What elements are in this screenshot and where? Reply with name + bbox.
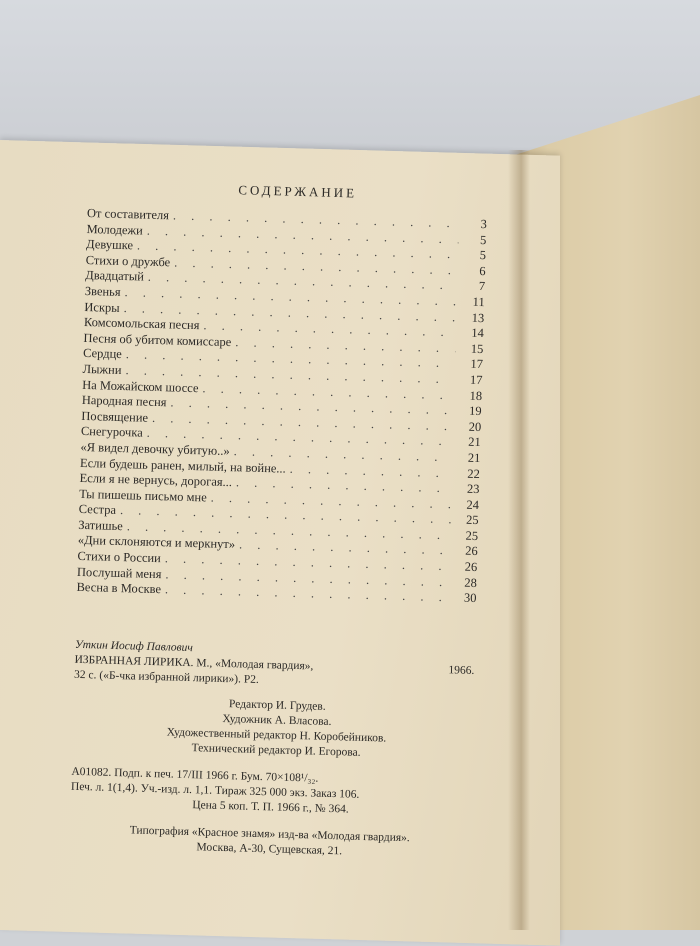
biblio-line-2: 32 с. («Б-чка избранной лирики»). Р2. (73, 668, 260, 686)
toc-entry-page: 5 (479, 248, 487, 263)
toc-entry-title: «Я видел девочку убитую..» (80, 439, 230, 458)
toc-entry-page: 17 (470, 357, 484, 372)
toc-entry-title: Искры (84, 299, 120, 315)
toc-entry-page: 17 (469, 372, 483, 388)
toc-entry-title: Молодежи (86, 221, 144, 238)
page-content (69, 178, 488, 863)
toc-entry-title: Сердце (82, 346, 123, 362)
toc-entry-page: 26 (464, 559, 478, 575)
toc-entry-title: Звенья (84, 283, 121, 299)
toc-entry-title: Ты пишешь письмо мне (78, 486, 207, 505)
toc-entry-page: 11 (472, 294, 485, 310)
print-line-3: Цена 5 коп. Т. П. 1966 г., № 364. (192, 799, 349, 816)
typography-line-2: Москва, А-30, Сущевская, 21. (196, 841, 343, 858)
toc-title: СОДЕРЖАНИЕ (238, 182, 358, 201)
print-line-1: А01082. Подп. к печ. 17/III 1966 г. Бум. 70×108¹/₃₂. (71, 765, 319, 785)
toc-entry-page: 14 (471, 325, 485, 341)
toc-entry-page: 28 (464, 575, 478, 590)
toc-entry-title: Песня об убитом комиссаре (83, 330, 232, 349)
book-gutter (508, 150, 530, 930)
toc-entry-title: Двадцатый (85, 268, 145, 284)
toc-entry-page: 30 (463, 590, 477, 606)
print-line-2: Печ. л. 1(1,4). Уч.-изд. л. 1,1. Тираж 325 000 экз. Заказ 106. (70, 780, 360, 801)
art-editor-line: Художественный редактор Н. Коробейников. (166, 726, 387, 745)
toc-entry-page: 3 (480, 216, 488, 232)
toc-list (76, 206, 487, 607)
toc-entry-title: Народная песня (81, 393, 167, 410)
toc-entry-page: 22 (467, 466, 481, 481)
toc-entry-title: Снегурочка (80, 424, 143, 440)
toc-entry-page: 26 (465, 544, 478, 559)
toc-entry-title: Стихи о России (77, 548, 162, 566)
toc-entry-title: На Можайском шоссе (82, 377, 199, 395)
toc-entry-page: 6 (479, 263, 486, 278)
toc-entry-page: 7 (478, 279, 486, 294)
toc-entry-title: Если будешь ранен, милый, на войне... (79, 455, 286, 476)
toc-entry-page: 5 (479, 232, 487, 247)
toc-entry-title: Комсомольская песня (83, 315, 200, 333)
toc-entry-title: Затишье (78, 517, 124, 533)
toc-entry-title: Лыжни (82, 361, 122, 377)
toc-entry-page: 20 (468, 419, 482, 434)
toc-entry-title: Посвящение (81, 408, 149, 425)
artist-line: Художник А. Власова. (222, 712, 332, 728)
toc-entry-title: Если я не вернусь, дорогая... (79, 470, 233, 490)
toc-entry-page: 25 (465, 528, 479, 543)
editorial-credits (72, 693, 474, 764)
tech-editor-line: Технический редактор И. Егорова. (191, 741, 361, 759)
toc-entry-title: Весна в Москве (76, 580, 162, 597)
toc-entry-page: 23 (466, 481, 480, 497)
typography-line-1: Типография «Красное знамя» изд-ва «Молодая гвардия». (129, 824, 410, 845)
toc-entry-page: 13 (471, 310, 485, 325)
toc-entry-title: Послушай меня (76, 564, 162, 581)
colophon (69, 638, 475, 863)
toc-entry-title: Сестра (78, 502, 117, 518)
editor-line: Редактор И. Грудев. (228, 697, 326, 713)
toc-entry-page: 24 (466, 497, 480, 512)
author-name: Уткин Иосиф Павлович (74, 638, 193, 654)
toc-entry-page: 21 (468, 435, 481, 450)
toc-entry-page: 15 (470, 341, 484, 356)
toc-entry-title: Стихи о дружбе (85, 252, 171, 270)
toc-entry-page: 21 (467, 450, 481, 465)
biblio-title: ИЗБРАННАЯ ЛИРИКА. М., «Молодая гвардия», (74, 653, 314, 673)
toc-entry-page: 18 (469, 388, 483, 403)
print-details (70, 765, 471, 821)
toc-entry-title: От составителя (86, 205, 170, 223)
toc-entry-title: Девушке (85, 237, 134, 253)
toc-entry-page: 19 (468, 403, 482, 419)
toc-entry-page: 25 (465, 512, 479, 528)
biblio-year: 1966. (448, 664, 475, 677)
toc-entry-title: «Дни склоняются и меркнут» (77, 533, 236, 552)
